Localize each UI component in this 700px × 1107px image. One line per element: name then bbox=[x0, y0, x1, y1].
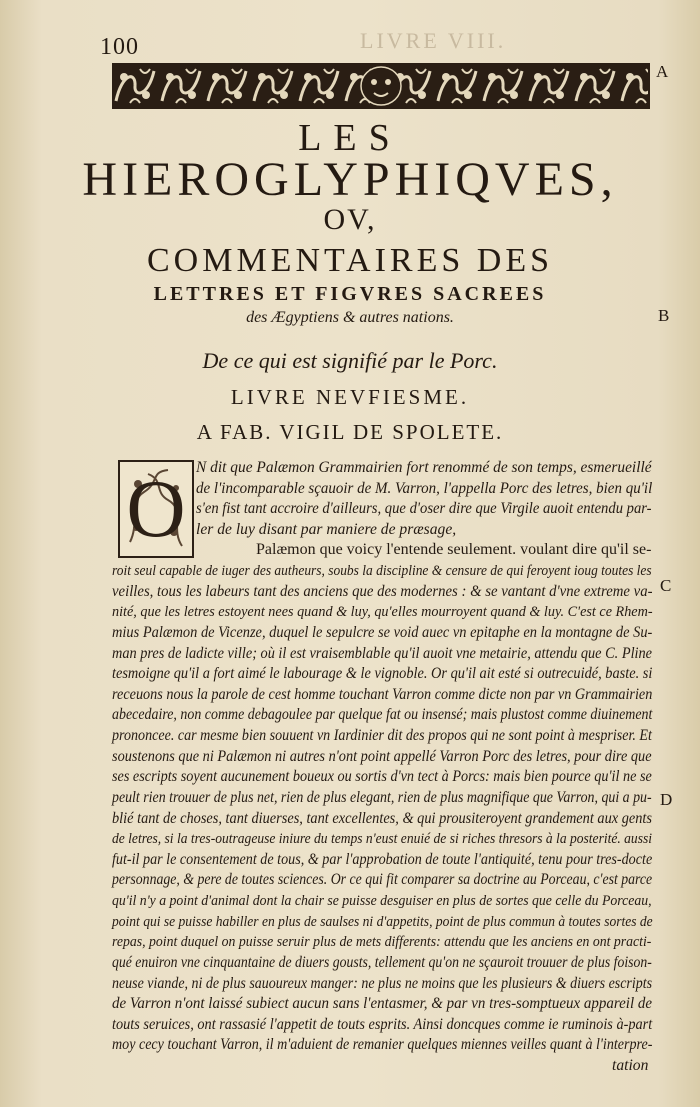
body-line: nité, que les letres estoyent nees quand & luy, qu'elles mourroyent quand & luy. C'est ce Rhem- bbox=[112, 604, 653, 621]
body-line: repas, point duquel on puisse seruir plus de mets differents: attendu que les anciens en ont practi- bbox=[112, 934, 652, 951]
margin-letter-a: A bbox=[656, 62, 669, 81]
title-commentaires: COMMENTAIRES DES bbox=[146, 242, 554, 279]
body-line: soustenons que ni Palæmon ni autres n'ont point appellé Varron Porc des letres, pour dire que bbox=[112, 747, 652, 765]
body-line: veilles, tous les labeurs tant des anciens que des modernes : & se vantant d'vne extreme va- bbox=[112, 582, 653, 600]
body-line: man pres de ladicte ville; où il est vraisemblable qu'il auoit vne metairie, attendu que C. Pline bbox=[112, 644, 653, 662]
body-line: N dit que Palæmon Grammairien fort renommé de son temps, esmerueillé bbox=[196, 459, 652, 476]
title-lettres-et-figures: LETTRES ET FIGVRES SACREES bbox=[153, 283, 547, 305]
initial-letter: O bbox=[126, 463, 186, 554]
catchword: tation bbox=[612, 1057, 649, 1074]
ornamental-headpiece bbox=[112, 63, 650, 109]
body-line: qu'il n'y a point d'animal dont la chair se puisse desguiser en plus de sortes que celle du Porceau, bbox=[112, 893, 652, 910]
margin-letter-c: C bbox=[660, 576, 672, 595]
title-ou: OV, bbox=[323, 203, 377, 236]
margin-letter-b: B bbox=[658, 306, 670, 325]
running-head-bleedthrough: LIVRE VIII. bbox=[360, 28, 507, 53]
body-line: receuons nous la parole de cest homme touchant Varron comme dicte non par vn Grammairien bbox=[112, 685, 653, 703]
decorated-initial bbox=[118, 460, 194, 558]
body-line: touts seruices, ont rassasié l'appetit de touts esprits. Ainsi doncques comme ie ruminois à-part bbox=[112, 1015, 653, 1033]
body-line: moy cecy touchant Varron, il m'aduient de remanier quelques miennes veilles quant à l'interpre- bbox=[112, 1036, 653, 1054]
page-number: 100 bbox=[100, 34, 139, 60]
body-line: prononcee. car mesme bien souuent vn Iardinier dit des propos qui ne sont point à mespriser. Et bbox=[112, 727, 652, 745]
body-line: qué enuiron vne cinquantaine de diuers gousts, tellement qu'on ne sçauroit trouuer de plus foison- bbox=[112, 953, 652, 971]
body-line: tesmoigne qu'il a fort aimé le labourage & le vignoble. Or qu'il ait esté si outrecuidé, baste. si bbox=[112, 665, 653, 683]
body-line: abecedaire, non comme debagoulee par quelque fat ou insensé; mais plustost comme diuinement bbox=[112, 706, 653, 724]
body-line: ses escripts soyent aucunement boueux ou sortis d'vn tect à Porcs: mais bien pource qu'il ne se bbox=[112, 768, 652, 786]
chapter-subject: De ce qui est signifié par le Porc. bbox=[202, 348, 498, 373]
body-line: fut-il par le consentement de tous, & par l'approbation de toute l'antiquité, tenu pour tres-docte bbox=[112, 850, 653, 868]
body-line: ler de luy disant par maniere de præsage, bbox=[196, 520, 457, 538]
title-les: LES bbox=[298, 117, 402, 159]
margin-letter-d: D bbox=[660, 790, 673, 809]
title-nations: des Ægyptiens & autres nations. bbox=[246, 309, 454, 326]
body-line: neuse viande, ni de plus sauoureux manger: ne plus ne moins que les plusieurs & diuers escripts bbox=[112, 974, 653, 992]
dedication-heading: A FAB. VIGIL DE SPOLETE. bbox=[196, 420, 504, 444]
body-line: s'en fist tant accroire d'ailleurs, que d'oser dire que Virgile auoit entendu par- bbox=[196, 500, 652, 518]
body-line-verse: Palæmon que voicy l'entende seulement. voulant dire qu'il se- bbox=[256, 541, 652, 559]
body-line: de letres, si la tres-outrageuse iniure du temps n'eust enuié de si riches thresors à la posterité. aussi bbox=[112, 831, 653, 848]
body-line: point qui se puisse habiller en plus de saulses ni d'appetits, point de plus commun à toutes sortes de bbox=[112, 913, 653, 930]
body-line: de Varron n'ont laissé subiect aucun sans l'entasmer, & par vn tres-somptueux appareil de bbox=[112, 995, 653, 1013]
body-line: mius Palæmon de Vicenze, duquel le sepulcre se void auec vn epitaphe en la montagne de Su- bbox=[112, 623, 653, 641]
body-line: peult rien trouuer de plus net, rien de plus elegant, rien de plus magnifique que Varron, qui a pu- bbox=[112, 788, 652, 806]
title-hieroglyphiques: HIEROGLYPHIQVES, bbox=[82, 153, 618, 206]
book-heading: LIVRE NEVFIESME. bbox=[230, 385, 470, 409]
body-line: personnage, & pere de toutes sciences. Or ce qui fit comparer sa doctrine au Porceau, c'est parce bbox=[112, 871, 653, 889]
body-line: roit seul capable de iuger des autheurs, soubs la discipline & censure de qui feroyent ioug toutes les bbox=[112, 563, 652, 580]
body-line: blié tant de choses, tant diuerses, tant excellentes, & qui prousiteroyent grandement aux gents bbox=[112, 809, 653, 827]
body-line: de l'incomparable sçauoir de M. Varron, l'appella Porc des letres, bien qu'il bbox=[196, 479, 653, 497]
